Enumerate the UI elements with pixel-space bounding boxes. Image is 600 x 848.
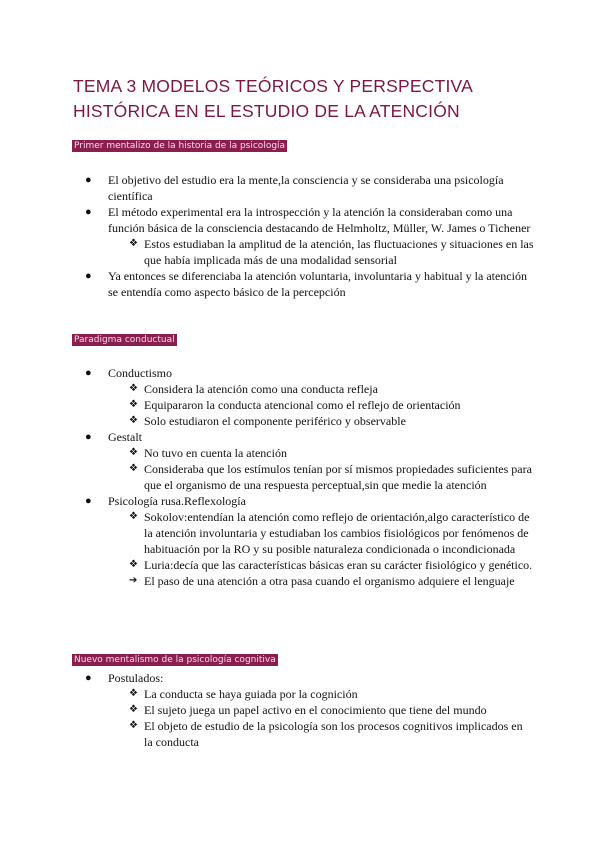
list-item bbox=[0, 461, 600, 493]
list-item bbox=[0, 429, 600, 445]
bullet-dot-icon: ● bbox=[85, 270, 92, 282]
bullet-diamond-icon: ❖ bbox=[129, 559, 138, 570]
list-item-text: Luria:decía que las características básicas eran su carácter fisiológico y genético. bbox=[144, 558, 533, 572]
list-item bbox=[0, 365, 600, 381]
list-item-text: Equipararon la conducta atencional como el reflejo de orientación bbox=[144, 398, 461, 412]
list-item bbox=[0, 397, 600, 413]
title-line-2: HISTÓRICA EN EL ESTUDIO DE LA ATENCIÓN bbox=[73, 101, 460, 121]
section-heading-primer-mentalismo: Primer mentalizo de la historia de la psicología bbox=[74, 141, 286, 151]
list-item bbox=[0, 718, 600, 750]
list-item-text: Conductismo bbox=[108, 366, 173, 380]
section-2-list bbox=[0, 365, 600, 589]
list-item bbox=[0, 702, 600, 718]
bullet-dot-icon: ● bbox=[85, 431, 92, 443]
bullet-diamond-icon: ❖ bbox=[129, 399, 138, 410]
list-item-text: El objeto de estudio de la psicología son los procesos cognitivos implicados en la conducta bbox=[144, 719, 523, 749]
bullet-diamond-icon: ❖ bbox=[129, 511, 138, 522]
section-heading-paradigma-conductual: Paradigma conductual bbox=[74, 335, 175, 345]
list-item-text: Ya entonces se diferenciaba la atención voluntaria, involuntaria y habitual y la atención se entendía como aspecto básico de la percepción bbox=[108, 269, 527, 299]
list-item bbox=[0, 413, 600, 429]
list-item-text: Considera la atención como una conducta refleja bbox=[144, 382, 378, 396]
bullet-dot-icon: ● bbox=[85, 672, 92, 684]
list-item bbox=[0, 204, 600, 236]
list-item bbox=[0, 493, 600, 509]
arrow-right-icon: ➔ bbox=[129, 575, 138, 586]
list-item bbox=[0, 268, 600, 300]
list-item bbox=[0, 557, 600, 573]
bullet-dot-icon: ● bbox=[85, 495, 92, 507]
list-item bbox=[0, 445, 600, 461]
list-item bbox=[0, 381, 600, 397]
list-item-text: La conducta se haya guiada por la cognición bbox=[144, 687, 358, 701]
bullet-diamond-icon: ❖ bbox=[129, 720, 138, 731]
bullet-diamond-icon: ❖ bbox=[129, 463, 138, 474]
bullet-diamond-icon: ❖ bbox=[129, 688, 138, 699]
list-item-text: Sokolov:entendían la atención como reflejo de orientación,algo característico de la atención involuntaria y estudiaban los cambios fisiológicos por fenómenos de habituación por la RO y su posible naturaleza condicionada o incondicionada bbox=[144, 510, 530, 556]
page-title bbox=[73, 74, 543, 124]
bullet-diamond-icon: ❖ bbox=[129, 415, 138, 426]
bullet-diamond-icon: ❖ bbox=[129, 238, 138, 249]
list-item-text: El objetivo del estudio era la mente,la consciencia y se consideraba una psicología científica bbox=[108, 173, 504, 203]
list-item-text: Solo estudiaron el componente periférico y observable bbox=[144, 414, 406, 428]
bullet-diamond-icon: ❖ bbox=[129, 704, 138, 715]
list-item-text: Consideraba que los estímulos tenían por sí mismos propiedades suficientes para que el organismo de una respuesta perceptual,sin que medie la atención bbox=[144, 462, 532, 492]
section-3-list bbox=[0, 670, 600, 750]
list-item-text: Gestalt bbox=[108, 430, 142, 444]
list-item bbox=[0, 686, 600, 702]
bullet-diamond-icon: ❖ bbox=[129, 447, 138, 458]
list-item-text: El método experimental era la introspección y la atención la consideraban como una función básica de la consciencia destacando de Helmholtz, Müller, W. James o Tichener bbox=[108, 205, 531, 235]
bullet-dot-icon: ● bbox=[85, 174, 92, 186]
list-item-text: No tuvo en cuenta la atención bbox=[144, 446, 287, 460]
bullet-diamond-icon: ❖ bbox=[129, 383, 138, 394]
list-item-text: El paso de una atención a otra pasa cuando el organismo adquiere el lenguaje bbox=[144, 574, 515, 588]
list-item-text: Psicología rusa.Reflexología bbox=[108, 494, 246, 508]
list-item-text: Estos estudiaban la amplitud de la atención, las fluctuaciones y situaciones en las que había implicada más de una modalidad sensorial bbox=[144, 237, 534, 267]
list-item bbox=[0, 172, 600, 204]
list-item bbox=[0, 670, 600, 686]
title-line-1: TEMA 3 MODELOS TEÓRICOS Y PERSPECTIVA bbox=[73, 76, 473, 96]
list-item bbox=[0, 573, 600, 589]
list-item bbox=[0, 509, 600, 557]
list-item-text: Postulados: bbox=[108, 671, 164, 685]
section-heading-nuevo-mentalismo: Nuevo mentalismo de la psicología cognitiva bbox=[74, 655, 276, 665]
section-1-list bbox=[0, 172, 600, 300]
bullet-dot-icon: ● bbox=[85, 206, 92, 218]
list-item-text: El sujeto juega un papel activo en el conocimiento que tiene del mundo bbox=[144, 703, 487, 717]
list-item bbox=[0, 236, 600, 268]
bullet-dot-icon: ● bbox=[85, 367, 92, 379]
